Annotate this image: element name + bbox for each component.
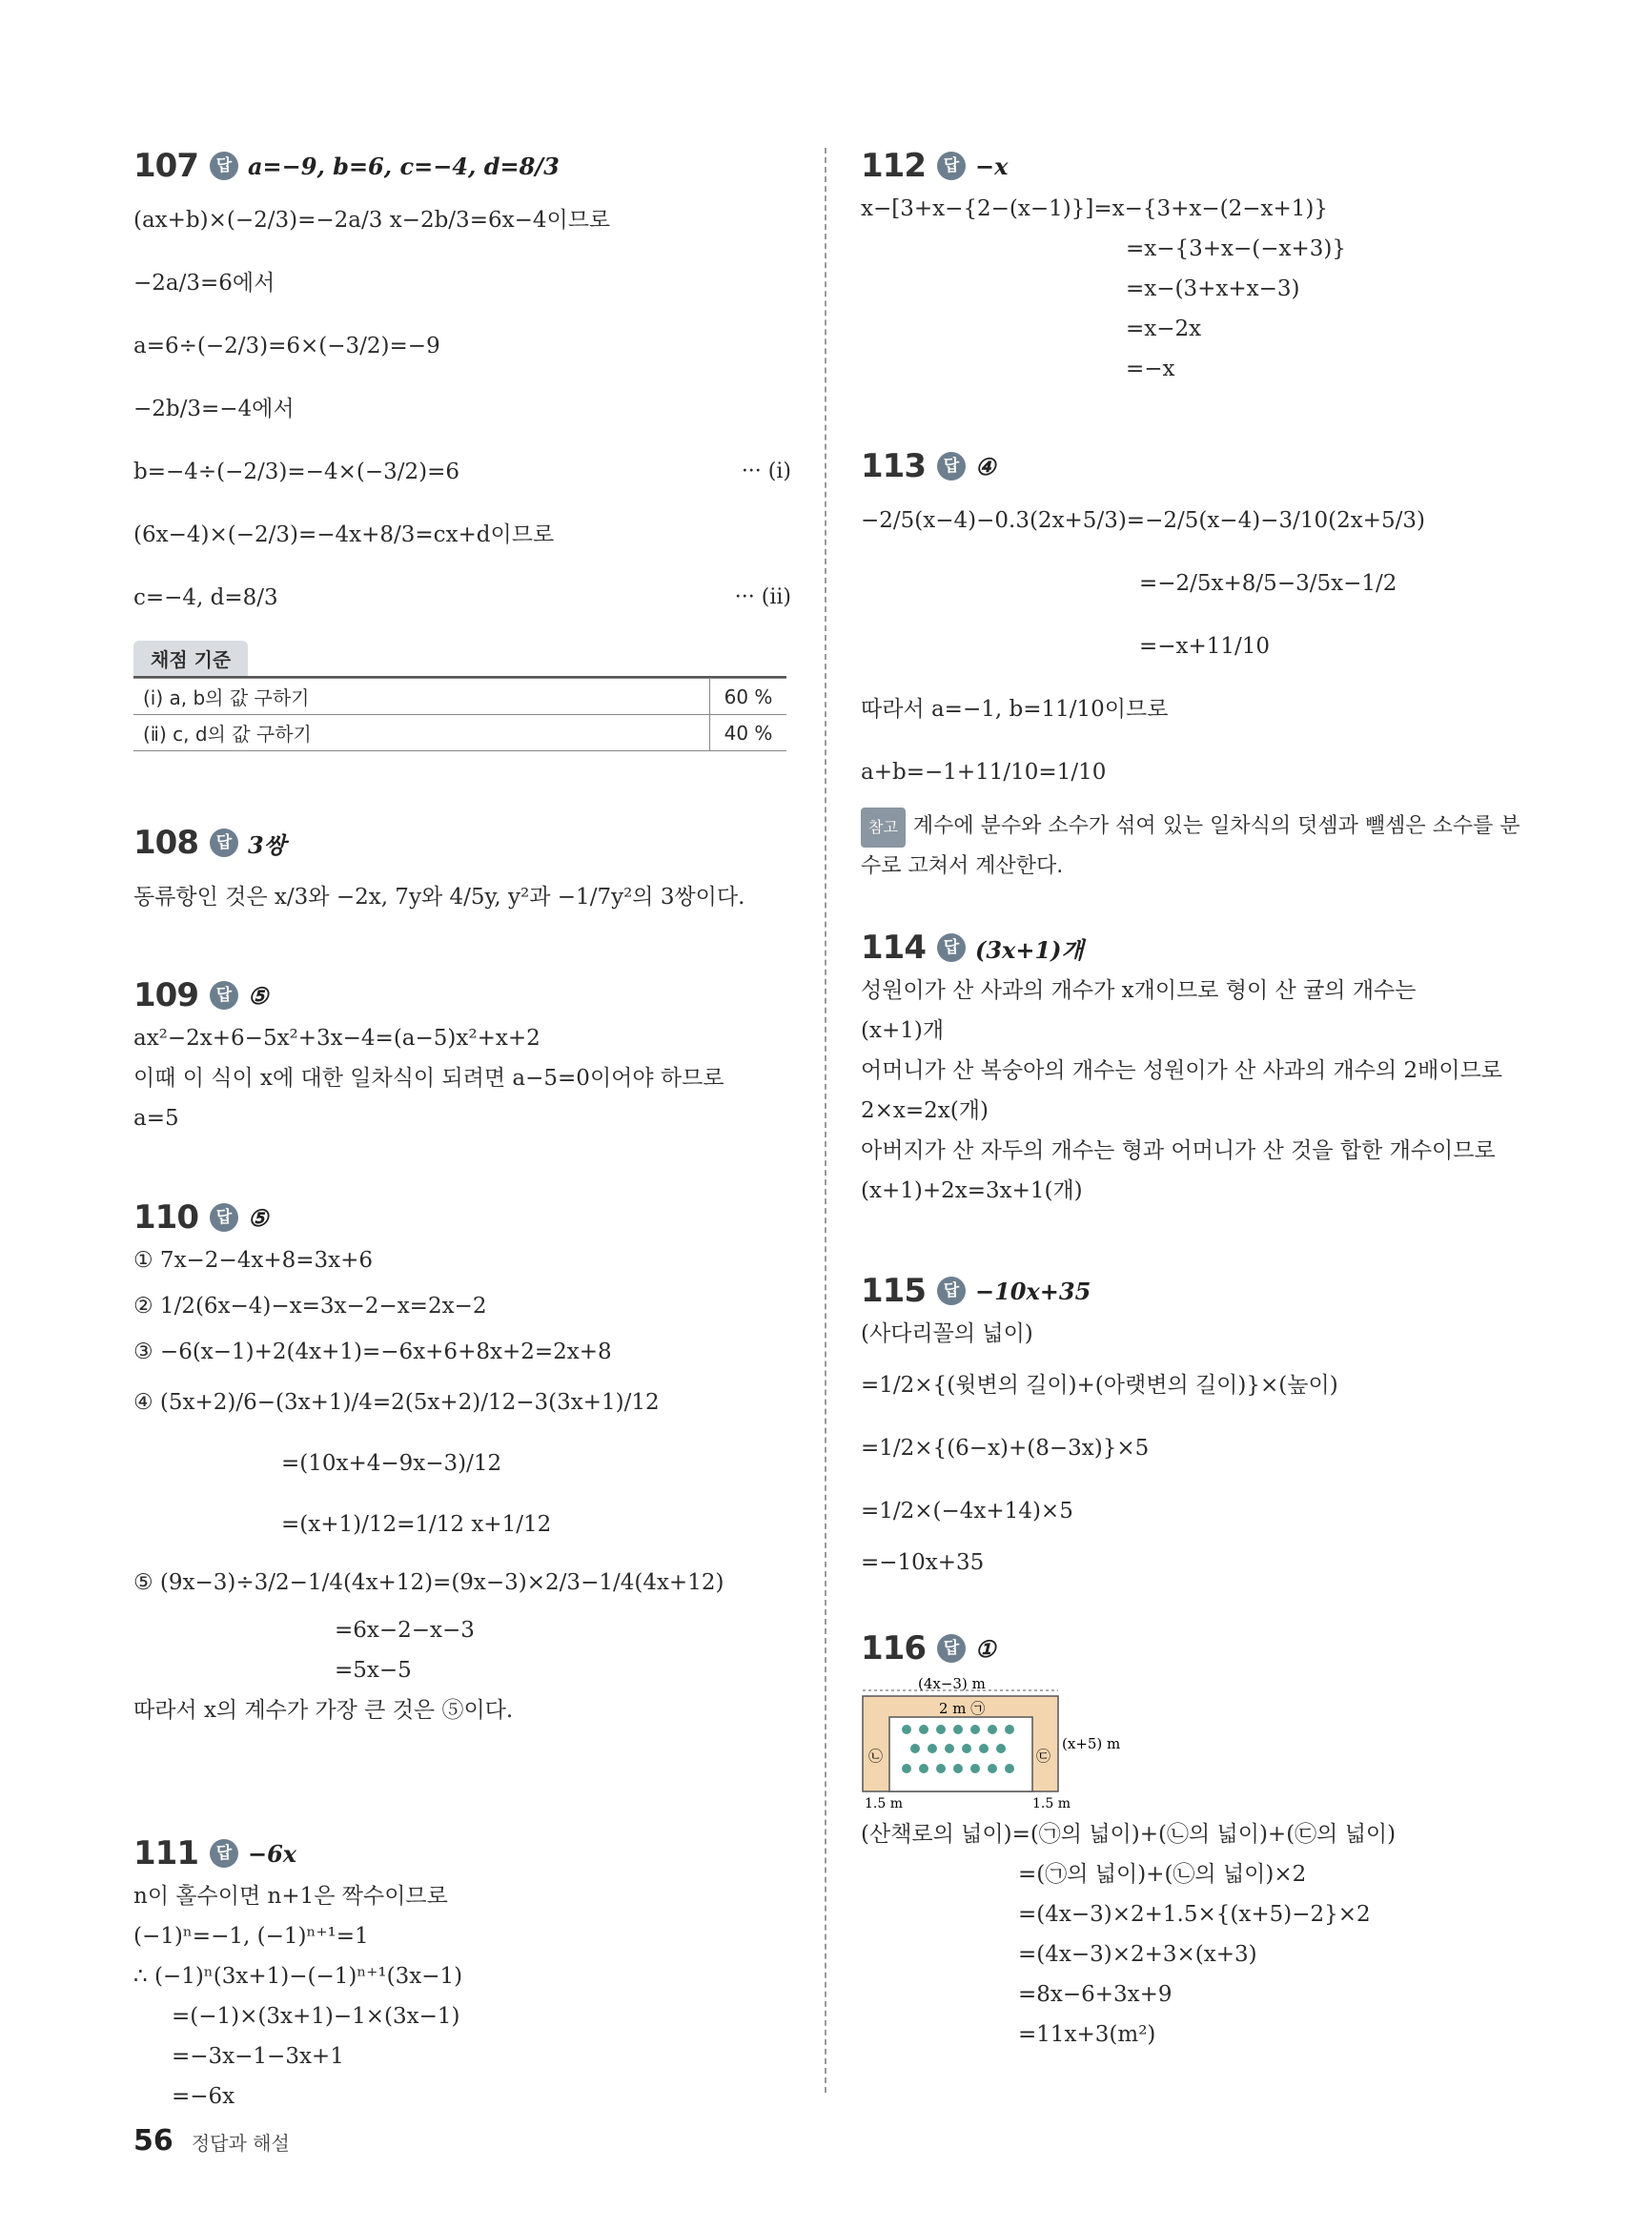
solution-line: ② 1/2(6x−4)−x=3x−2−x=2x−2 xyxy=(133,1294,487,1319)
answer-badge: 답 xyxy=(210,1203,238,1232)
step-marker: ··· (ⅰ) xyxy=(741,460,791,483)
answer-text: a=−9, b=6, c=−4, d=8/3 xyxy=(247,152,560,180)
answer-badge: 답 xyxy=(210,1839,238,1868)
solution-line: =x−{3+x−(−x+3)} xyxy=(1126,236,1347,261)
answer-text: ⑤ xyxy=(247,981,269,1010)
solution-line: ax²−2x+6−5x²+3x−4=(a−5)x²+x+2 xyxy=(133,1026,540,1051)
top-dimension-label: (4x−3) m xyxy=(918,1677,986,1692)
solution-line: (x+1)개 xyxy=(861,1018,945,1043)
answer-text: −6x xyxy=(247,1839,297,1868)
solution-line xyxy=(133,440,791,503)
solution-line: =−3x−1−3x+1 xyxy=(172,2044,344,2069)
grading-table xyxy=(133,678,786,751)
solution-line: =−6x xyxy=(172,2084,235,2109)
solution-line: a=5 xyxy=(133,1106,179,1131)
solution-line: =8x−6+3x+9 xyxy=(1018,1982,1173,2007)
answer-badge: 답 xyxy=(937,1634,966,1663)
solution-line: =−x+11/10 xyxy=(1139,634,1271,659)
solution-line: =11x+3(m²) xyxy=(1018,2022,1156,2047)
solution-line: =(㉠의 넓이)+(㉡의 넓이)×2 xyxy=(1018,1862,1307,1887)
problem-header xyxy=(133,1831,791,1876)
answer-badge: 답 xyxy=(210,829,238,857)
problem-113 xyxy=(861,443,1528,886)
problem-number: 110 xyxy=(133,1198,198,1237)
answer-badge: 답 xyxy=(210,152,238,180)
page-label: 정답과 해설 xyxy=(191,2132,290,2155)
solution-text: c=−4, d=8/3 xyxy=(133,585,278,610)
solution-line: =1/2×{(윗변의 길이)+(아랫변의 길이)}×(높이) xyxy=(861,1373,1338,1398)
garden-diagram-svg xyxy=(861,1677,1147,1811)
answer-text: ⑤ xyxy=(247,1203,269,1232)
problem-number: 108 xyxy=(133,824,198,862)
problem-111 xyxy=(133,1831,791,2117)
problem-number: 114 xyxy=(861,929,926,967)
solution-line: a=6÷(−2/3)=6×(−3/2)=−9 xyxy=(133,334,440,358)
answer-text: −10x+35 xyxy=(974,1277,1091,1305)
page-footer xyxy=(133,2124,290,2158)
solution-line: ∴ (−1)ⁿ(3x+1)−(−1)ⁿ⁺¹(3x−1) xyxy=(133,1964,463,1989)
solution-line: (x+1)+2x=3x+1(개) xyxy=(861,1178,1083,1203)
solution-line xyxy=(133,566,791,629)
table-row xyxy=(133,679,786,715)
answer-badge: 답 xyxy=(937,152,966,180)
solution-line: 2×x=2x(개) xyxy=(861,1098,989,1123)
answer-badge: 답 xyxy=(937,933,966,962)
answer-text: −x xyxy=(974,152,1009,180)
problem-107 xyxy=(133,143,791,751)
problem-header xyxy=(861,143,1528,189)
solution-line: 동류항인 것은 x/3와 −2x, 7y와 4/5y, y²과 −1/7y²의 3쌍이다. xyxy=(133,885,745,910)
garden-path-diagram xyxy=(861,1677,1147,1811)
column-divider xyxy=(825,148,826,2093)
solution-line: =1/2×(−4x+14)×5 xyxy=(861,1499,1073,1524)
percent-cell: 40 % xyxy=(710,715,787,751)
problem-number: 113 xyxy=(861,447,926,485)
problem-number: 107 xyxy=(133,147,198,185)
solution-line: =1/2×{(6−x)+(8−3x)}×5 xyxy=(861,1436,1150,1461)
solution-line: (ax+b)×(−2/3)=−2a/3 x−2b/3=6x−4이므로 xyxy=(133,208,611,233)
note-text: 계수에 분수와 소수가 섞여 있는 일차식의 덧셈과 뺄셈은 소수를 분수로 고쳐서 계산한다. xyxy=(861,814,1520,878)
step-marker: ··· (ⅱ) xyxy=(734,585,791,609)
solution-line: =5x−5 xyxy=(335,1658,412,1683)
percent-cell: 60 % xyxy=(710,679,787,715)
reference-note xyxy=(861,808,1528,886)
problem-header xyxy=(133,143,791,189)
solution-line: =6x−2−x−3 xyxy=(335,1618,475,1643)
right-region-mark: ㉢ xyxy=(1036,1748,1051,1765)
answer-badge: 답 xyxy=(937,1277,966,1305)
solution-line: =−2/5x+8/5−3/5x−1/2 xyxy=(1139,571,1397,596)
problem-header xyxy=(861,443,1528,489)
solution-line: a+b=−1+11/10=1/10 xyxy=(861,760,1107,785)
problem-number: 112 xyxy=(861,147,926,185)
solution-line: ③ −6(x−1)+2(4x+1)=−6x+6+8x+2=2x+8 xyxy=(133,1340,612,1364)
solution-line: ④ (5x+2)/6−(3x+1)/4=2(5x+2)/12−3(3x+1)/12 xyxy=(133,1390,660,1415)
solution-line: =x−(3+x+x−3) xyxy=(1126,276,1300,301)
answer-text: ④ xyxy=(974,452,996,481)
solution-line: −2/5(x−4)−0.3(2x+5/3)=−2/5(x−4)−3/10(2x+5/3) xyxy=(861,508,1425,533)
problem-number: 115 xyxy=(861,1272,926,1310)
answer-badge: 답 xyxy=(937,452,966,481)
left-region-mark: ㉡ xyxy=(868,1748,884,1765)
problem-115 xyxy=(861,1268,1528,1583)
problem-number: 111 xyxy=(133,1834,198,1872)
problem-number: 109 xyxy=(133,976,198,1014)
answer-text: ① xyxy=(974,1634,996,1663)
problem-header xyxy=(861,1268,1528,1314)
solution-line: =−10x+35 xyxy=(861,1550,985,1575)
problem-108 xyxy=(133,820,791,929)
table-row xyxy=(133,715,786,751)
solution-line: (6x−4)×(−2/3)=−4x+8/3=cx+d이므로 xyxy=(133,522,555,547)
problem-114 xyxy=(861,925,1528,1211)
solution-line: 이때 이 식이 x에 대한 일차식이 되려면 a−5=0이어야 하므로 xyxy=(133,1066,724,1091)
bottom-left-label: 1.5 m xyxy=(865,1796,903,1811)
problem-header xyxy=(861,1626,1528,1671)
problem-112 xyxy=(861,143,1528,389)
problem-header xyxy=(133,820,791,866)
criteria-cell: (ⅰ) a, b의 값 구하기 xyxy=(133,679,710,715)
solution-line: 따라서 x의 계수가 가장 큰 것은 ⑤이다. xyxy=(133,1698,514,1723)
solution-line: 어머니가 산 복숭아의 개수는 성원이가 산 사과의 개수의 2배이므로 xyxy=(861,1058,1503,1083)
solution-line: =(4x−3)×2+3×(x+3) xyxy=(1018,1942,1257,1967)
inner-dimension-label: 2 m ㉠ xyxy=(939,1700,986,1717)
solution-line: =−x xyxy=(1126,357,1175,381)
answer-text: 3쌍 xyxy=(247,830,286,859)
solution-line: =(x+1)/12=1/12 x+1/12 xyxy=(281,1512,552,1537)
criteria-cell: (ⅱ) c, d의 값 구하기 xyxy=(133,715,710,751)
problem-109 xyxy=(133,972,791,1138)
solution-line: =(−1)×(3x+1)−1×(3x−1) xyxy=(172,2004,460,2029)
solution-line: −2a/3=6에서 xyxy=(133,271,275,296)
right-dimension-label: (x+5) m xyxy=(1062,1735,1121,1752)
grading-criteria xyxy=(133,641,791,751)
bottom-right-label: 1.5 m xyxy=(1032,1796,1071,1811)
solution-line: n이 홀수이면 n+1은 짝수이므로 xyxy=(133,1884,448,1909)
answer-badge: 답 xyxy=(210,981,238,1010)
note-tag: 참고 xyxy=(861,808,906,848)
solution-line: x−[3+x−{2−(x−1)}]=x−{3+x−(2−x+1)} xyxy=(861,196,1328,221)
problem-116 xyxy=(861,1626,1528,2055)
problem-header xyxy=(133,1195,791,1240)
answer-text: (3x+1)개 xyxy=(974,935,1084,964)
page-number: 56 xyxy=(133,2124,173,2158)
solution-line: =(4x−3)×2+1.5×{(x+5)−2}×2 xyxy=(1018,1902,1371,1927)
solution-line: 아버지가 산 자두의 개수는 형과 어머니가 산 것을 합한 개수이므로 xyxy=(861,1138,1496,1163)
solution-line: 따라서 a=−1, b=11/10이므로 xyxy=(861,697,1169,722)
solution-line: ① 7x−2−4x+8=3x+6 xyxy=(133,1248,374,1273)
solution-line: 성원이가 산 사과의 개수가 x개이므로 형이 산 귤의 개수는 xyxy=(861,978,1417,1003)
problem-number: 116 xyxy=(861,1629,926,1667)
problem-header xyxy=(861,925,1528,971)
solution-line: =(10x+4−9x−3)/12 xyxy=(281,1451,502,1476)
solution-line: (−1)ⁿ=−1, (−1)ⁿ⁺¹=1 xyxy=(133,1924,369,1949)
grading-title: 채점 기준 xyxy=(133,641,248,676)
problem-110 xyxy=(133,1195,791,1730)
solution-line: (산책로의 넓이)=(㉠의 넓이)+(㉡의 넓이)+(㉢의 넓이) xyxy=(861,1822,1397,1847)
problem-header xyxy=(133,972,791,1018)
solution-line: −2b/3=−4에서 xyxy=(133,397,295,421)
solution-line: ⑤ (9x−3)÷3/2−1/4(4x+12)=(9x−3)×2/3−1/4(4x+12) xyxy=(133,1570,724,1595)
solution-line: (사다리꼴의 넓이) xyxy=(861,1321,1033,1346)
solution-text: b=−4÷(−2/3)=−4×(−3/2)=6 xyxy=(133,460,459,484)
solution-line: =x−2x xyxy=(1126,317,1202,341)
